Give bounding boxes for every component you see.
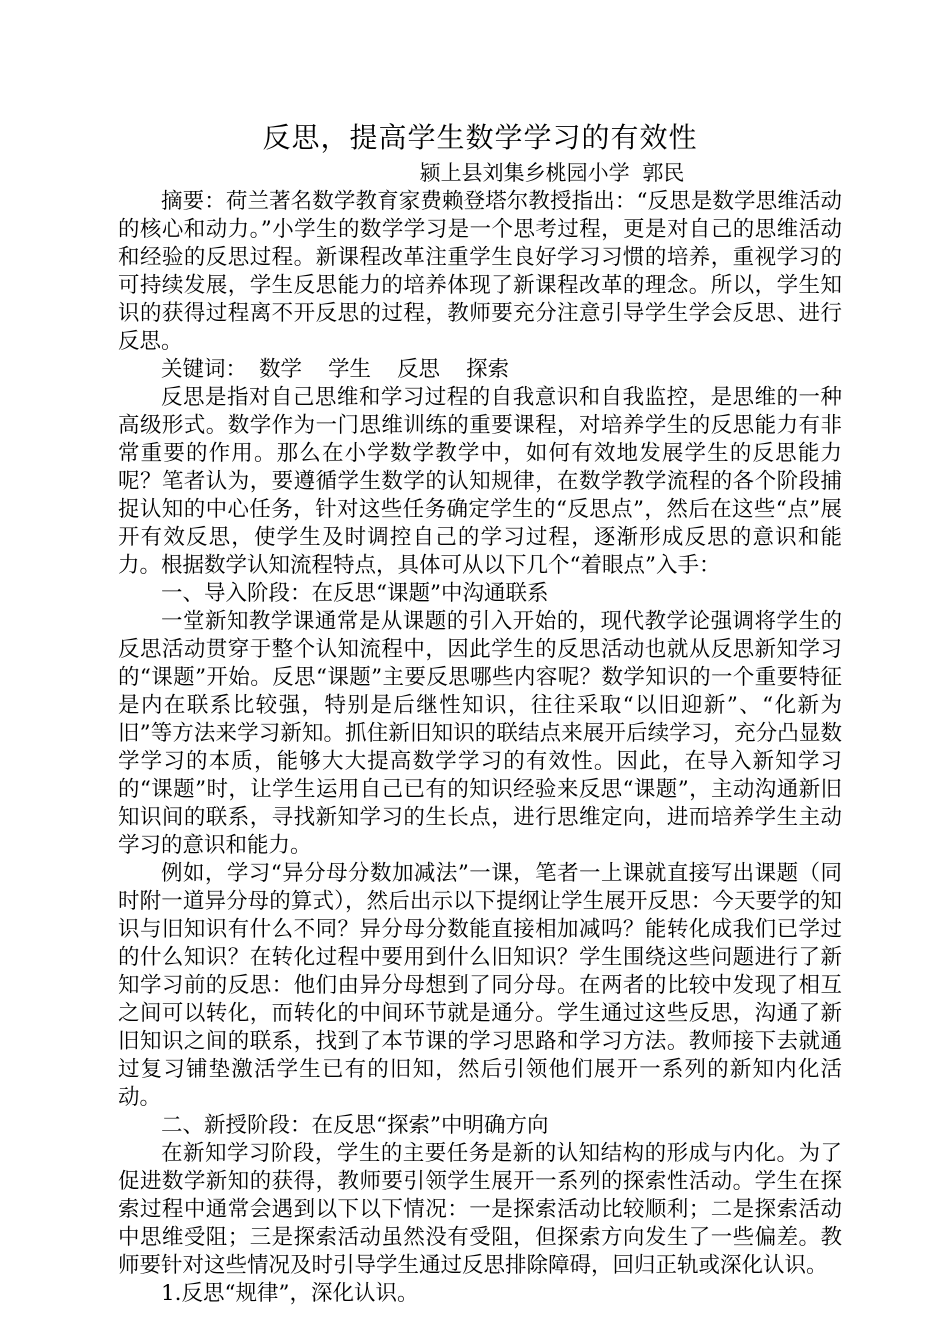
keyword: 数学 [259, 357, 303, 382]
author-name: 郭民 [642, 161, 685, 185]
body-paragraph: 一堂新知教学课通常是从课题的引入开始的，现代教学论强调将学生的反思活动贯穿于整个认知流程中，因此学生的反思活动也就从反思新知学习的“课题”开始。反思“课题”主要反思哪些内容呢？数学知识的一个重要特征是内在联系比较强，特别是后继性知识，往往采取“以旧迎新”、“化新为旧”等方法来学习新知。抓住新旧知识的联结点来展开后续学习，充分凸显数学学习的本质，能够大大提高数学学习的有效性。因此，在导入新知学习的“课题”时，让学生运用自己已有的知识经验来反思“课题”，主动沟通新旧知识间的联系，寻找新知学习的生长点，进行思维定向，进而培养学生主动学习的意识和能力。 [118, 609, 842, 858]
abstract-paragraph: 摘要：荷兰著名数学教育家费赖登塔尔教授指出：“反思是数学思维活动的核心和动力。”小学生的数学学习是一个思考过程，更是对自己的思维活动和经验的反思过程。新课程改革注重学生良好学习习惯的培养，重视学习的可持续发展，学生反思能力的培养体现了新课程改革的理念。所以，学生知识的获得过程离不开反思的过程，教师要充分注意引导学生学会反思、进行反思。 [118, 189, 842, 354]
keyword: 反思 [397, 357, 441, 382]
school-name: 颍上县刘集乡桃园小学 [419, 161, 630, 185]
keyword: 探索 [466, 357, 510, 382]
section-heading: 一、导入阶段：在反思“课题”中沟通联系 [161, 581, 549, 606]
subsection-heading: 1.反思“规律”，深化认识。 [161, 1281, 419, 1306]
document-page [118, 118, 842, 1308]
body-paragraph: 在新知学习阶段，学生的主要任务是新的认知结构的形成与内化。为了促进数学新知的获得，教师要引领学生展开一系列的探索性活动。学生在探索过程中通常会遇到以下以下情况：一是探索活动比较顺利；二是探索活动中思维受阻；三是探索活动虽然没有受阻，但探索方向发生了一些偏差。教师要针对这些情况及时引导学生通过反思排除障碍，回归正轨或深化认识。 [118, 1141, 842, 1278]
keywords-line [118, 356, 842, 384]
document-body [118, 188, 842, 1308]
body-paragraph: 例如，学习“异分母分数加减法”一课，笔者一上课就直接写出课题（同时附一道异分母的算式），然后出示以下提纲让学生展开反思：今天要学的知识与旧知识有什么不同？异分母分数能直接相加减吗？能转化成我们已学过的什么知识？在转化过程中要用到什么旧知识？学生围绕这些问题进行了新知学习前的反思：他们由异分母想到了同分母。在两者的比较中发现了相互之间可以转化，而转化的中间环节就是通分。学生通过这些反思，沟通了新旧知识之间的联系，找到了本节课的学习思路和学习方法。教师接下去就通过复习铺垫激活学生已有的旧知，然后引领他们展开一系列的新知内化活动。 [118, 861, 842, 1110]
keywords-label: 关键词： [161, 357, 248, 382]
keyword: 学生 [328, 357, 372, 382]
section-heading: 二、新授阶段：在反思“探索”中明确方向 [161, 1113, 549, 1138]
byline [118, 158, 842, 188]
document-title: 反思，提高学生数学学习的有效性 [262, 121, 698, 154]
body-paragraph: 反思是指对自己思维和学习过程的自我意识和自我监控，是思维的一种高级形式。数学作为一门思维训练的重要课程，对培养学生的反思能力有非常重要的作用。那么在小学数学教学中，如何有效地发展学生的反思能力呢？笔者认为，要遵循学生数学的认知规律，在数学教学流程的各个阶段捕捉认知的中心任务，针对这些任务确定学生的“反思点”，然后在这些“点”展开有效反思，使学生及时调控自己的学习过程，逐渐形成反思的意识和能力。根据数学认知流程特点，具体可从以下几个“着眼点”入手： [118, 385, 842, 578]
